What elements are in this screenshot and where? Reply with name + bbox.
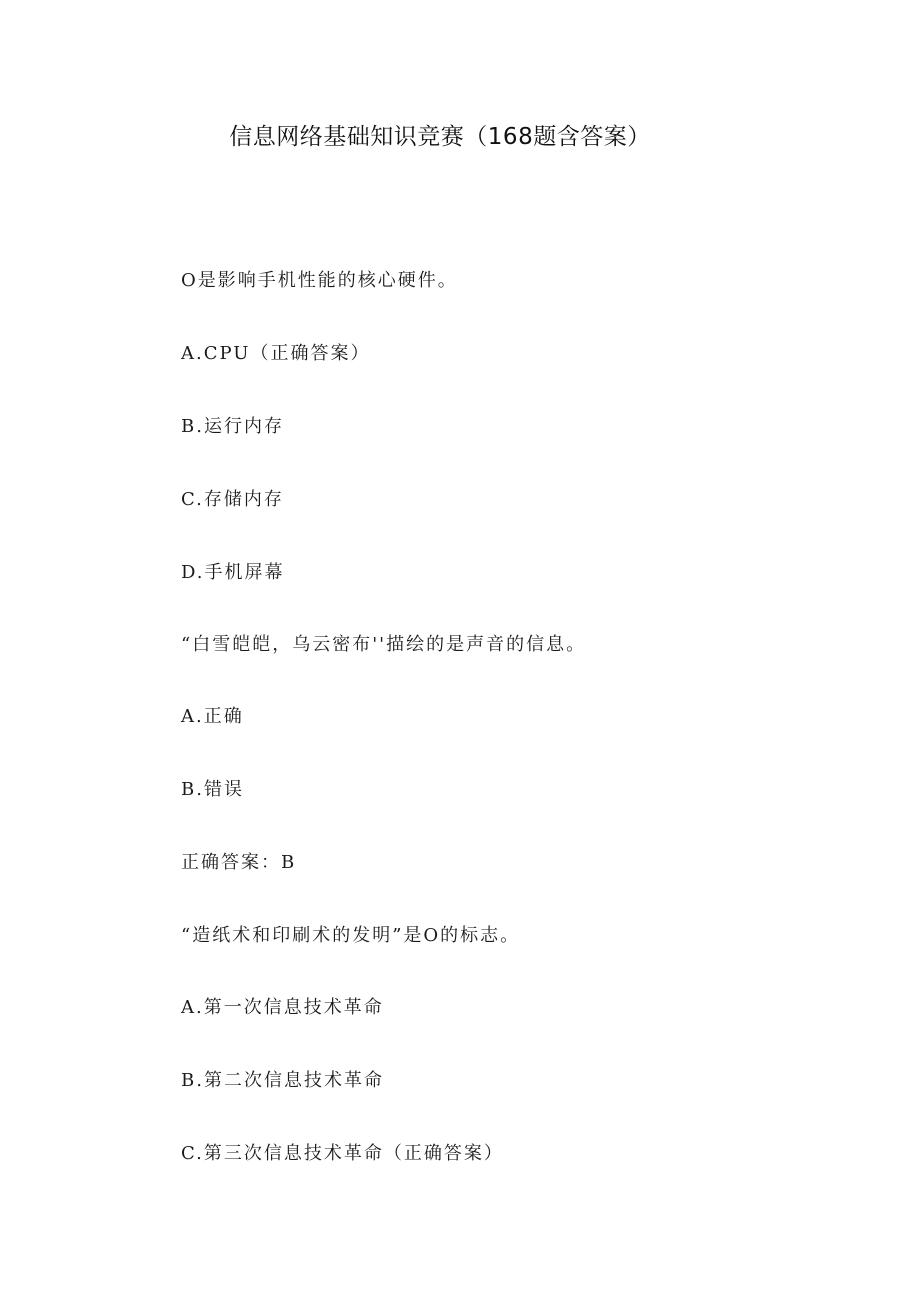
question-1-text: O是影响手机性能的核心硬件。 — [181, 270, 458, 291]
question-3-option-c: C.第三次信息技术革命（正确答案） — [181, 1143, 504, 1164]
question-2-answer: 正确答案：B — [181, 852, 297, 873]
question-1-option-d: D.手机屏幕 — [181, 562, 285, 583]
question-2-text: “白雪皑皑，乌云密布''描绘的是声音的信息。 — [181, 634, 587, 655]
question-1-option-a: A.CPU（正确答案） — [181, 343, 371, 364]
question-3-option-b: B.第二次信息技术革命 — [181, 1070, 384, 1091]
document-title: 信息网络基础知识竞赛（168题含答案） — [229, 124, 651, 150]
question-2-option-b: B.错误 — [181, 779, 244, 800]
question-1-option-b: B.运行内存 — [181, 416, 284, 437]
question-3-text: “造纸术和印刷术的发明”是O的标志。 — [181, 925, 521, 946]
question-1-option-c: C.存储内存 — [181, 489, 284, 510]
question-3-option-a: A.第一次信息技术革命 — [181, 997, 384, 1018]
question-2-option-a: A.正确 — [181, 706, 244, 727]
